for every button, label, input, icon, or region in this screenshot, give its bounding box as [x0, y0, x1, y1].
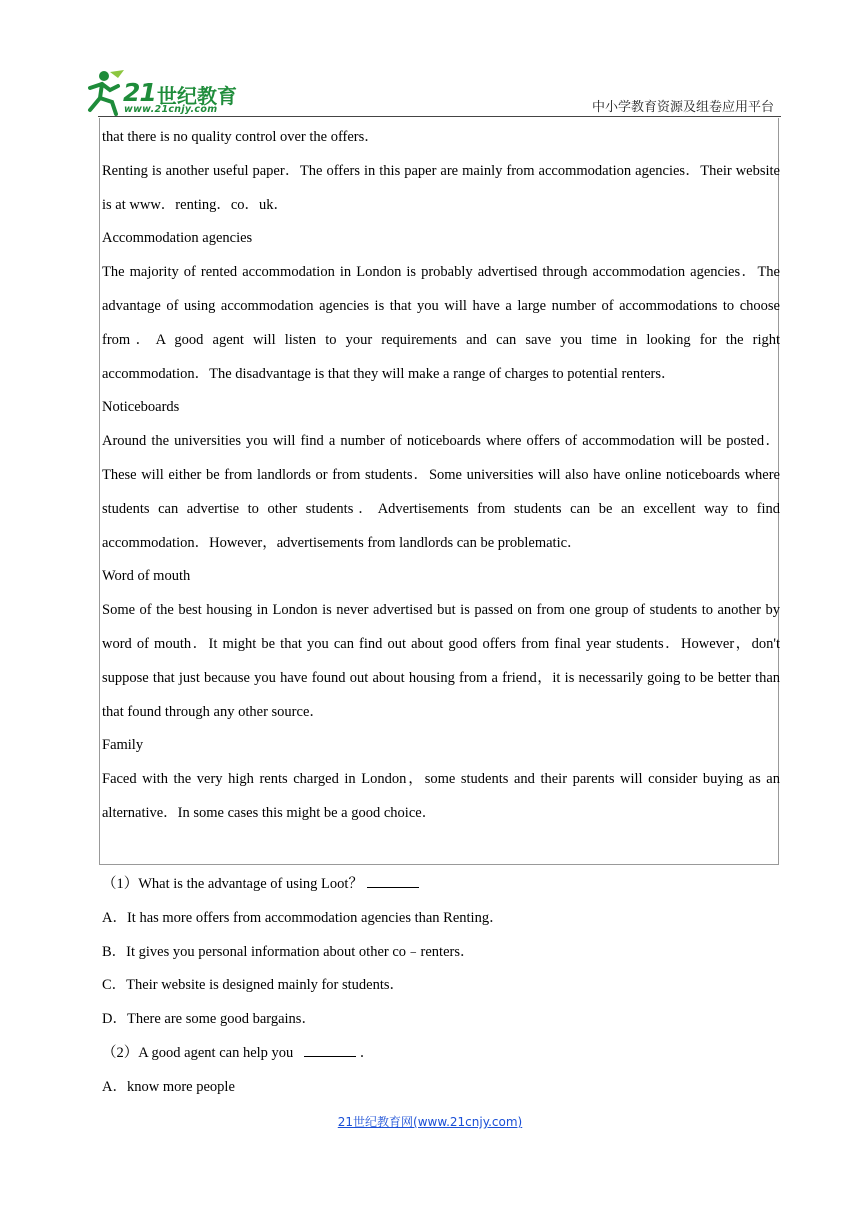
passage-paragraph: The majority of rented accommodation in London is probably advertised through accommodation agencies．The advantage of using accommodation agencies is that you will have a large number of accommodations to choose from．A good agent will listen to your requirements and can save you time in looking for the right accommodation．The disadvantage is that they will make a range of charges to potential renters． [102, 264, 780, 382]
question-2-end: ． [359, 1044, 375, 1061]
option-1a: A．It has more offers from accommodation agencies than Renting． [102, 909, 504, 926]
question-1 [102, 868, 780, 902]
section-heading: Family [102, 737, 144, 754]
logo-number: 21 [123, 78, 156, 107]
site-logo [80, 68, 260, 116]
question-2 [102, 1037, 780, 1071]
page-header [0, 0, 860, 120]
section-heading: Accommodation agencies [102, 230, 253, 247]
answer-blank [304, 1044, 356, 1057]
logo-url: www.21cnjy.com [124, 104, 218, 115]
section-heading: Word of mouth [102, 568, 191, 585]
runner-icon [80, 68, 128, 116]
section-heading: Noticeboards [102, 399, 180, 416]
option-2a: A．know more people [102, 1078, 235, 1095]
passage-paragraph: Around the universities you will find a number of noticeboards where offers of accommodation will be posted．These will either be from landlords or from students．Some universities will also have online noticeboards where students can advertise to other students．Advertisements from students can be an excellent way to find accommodation．However，advertisements from landlords can be problematic． [102, 433, 780, 551]
option-1d: D．There are some good bargains． [102, 1011, 316, 1028]
passage-paragraph: that there is no quality control over the offers． [102, 129, 379, 145]
question-2-text: （2）A good agent can help you [102, 1044, 294, 1061]
passage-paragraph: Renting is another useful paper．The offers in this paper are mainly from accommodation agencies．Their website is at www．renting．co．uk． [102, 162, 780, 213]
option-1b: B．It gives you personal information about other co﹣renters． [102, 943, 475, 960]
header-divider [98, 116, 781, 117]
passage-text [102, 121, 780, 831]
footer-link[interactable]: 21世纪教育网(www.21cnjy.com) [337, 1115, 523, 1129]
answer-blank [367, 875, 419, 888]
option-1c: C．Their website is designed mainly for students． [102, 977, 405, 994]
passage-paragraph: Faced with the very high rents charged in London，some students and their parents will consider buying as an alternative．In some cases this might be a good choice． [102, 771, 780, 821]
logo-text: 世纪教育 [157, 84, 237, 108]
platform-title: 中小学教育资源及组卷应用平台 [591, 100, 774, 115]
questions [102, 868, 780, 1105]
passage-paragraph: Some of the best housing in London is never advertised but is passed on from one group of students to another by word of mouth．It might be that you can find out about good offers from final year students．However，don't suppose that just because you have found out about housing from a friend，it is necessarily going to be better than that found through any other source． [102, 602, 780, 720]
question-1-text: （1）What is the advantage of using Loot？ [102, 876, 363, 892]
page-footer [0, 1113, 860, 1130]
